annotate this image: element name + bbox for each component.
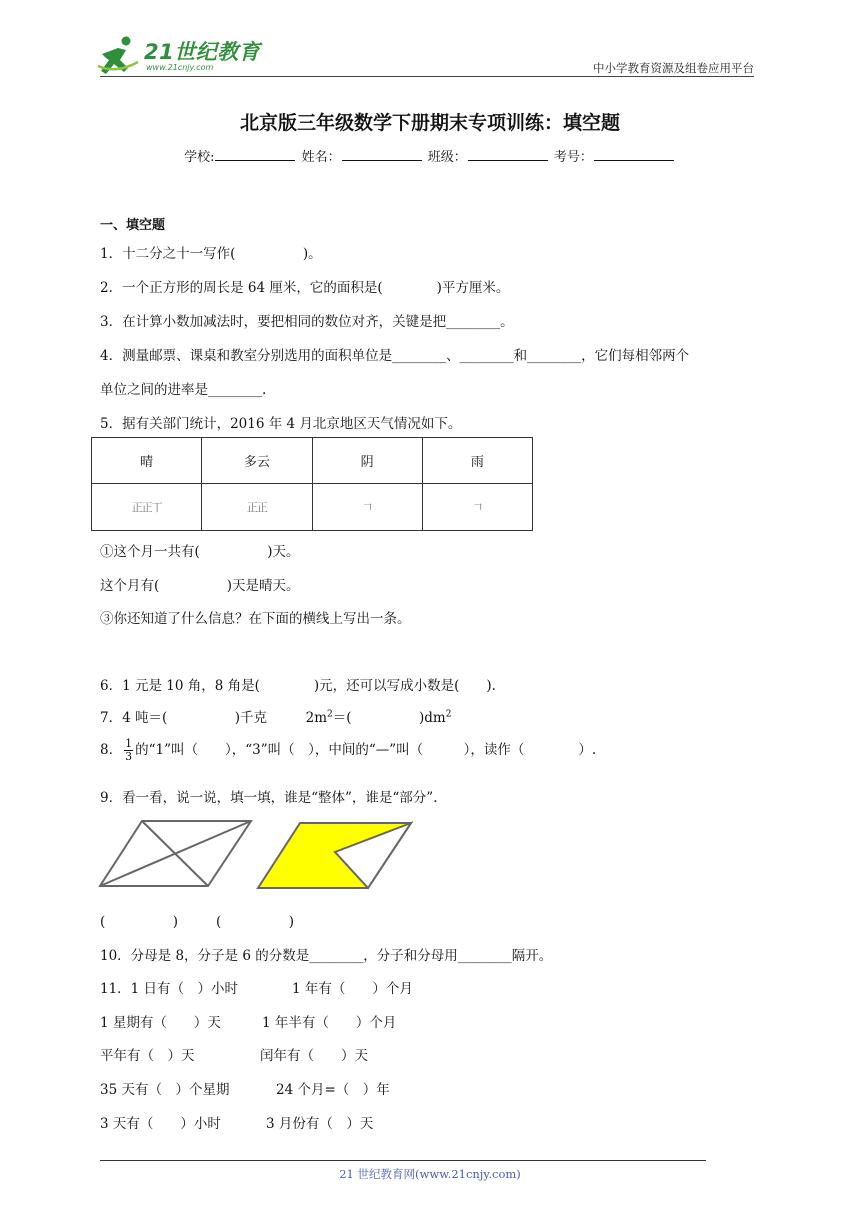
page-title: 北京版三年级数学下册期末专项训练：填空题 xyxy=(239,112,620,134)
question-1: 1．十二分之十一写作( )。 xyxy=(100,246,322,262)
question-5-part-1: ①这个月一共有( )天。 xyxy=(100,544,300,560)
q7-c-exponent: 2 xyxy=(445,709,452,720)
q7-part-a: 7．4 吨＝( )千克 xyxy=(100,710,268,726)
section-heading: 一、填空题 xyxy=(100,218,166,233)
weather-header-sunny: 晴 xyxy=(92,438,202,484)
question-11-row-5b: 3 月份有（ ）天 xyxy=(266,1116,374,1132)
question-11-row-4a: 35 天有（ ）个星期 xyxy=(100,1082,230,1098)
class-label: 班级： xyxy=(427,150,467,165)
q7-part-c: ＝( )dm xyxy=(332,710,446,726)
q7-b-exponent: 2 xyxy=(327,709,333,720)
footer-link[interactable]: 21 世纪教育网(www.21cnjy.com) xyxy=(339,1167,521,1181)
fraction-one-third xyxy=(124,738,133,763)
question-4-line-2: 单位之间的进率是________. xyxy=(100,382,267,398)
question-5: 5．据有关部门统计，2016 年 4 月北京地区天气情况如下。 xyxy=(100,416,462,432)
weather-header-overcast: 阴 xyxy=(312,438,422,484)
header-divider xyxy=(100,76,754,77)
question-11-row-1a: 11．1 日有（ ）小时 xyxy=(100,981,239,997)
question-11-row-1b: 1 年有（ ）个月 xyxy=(292,981,413,997)
number-blank[interactable] xyxy=(594,148,674,161)
parallelogram-figures xyxy=(98,818,418,890)
q8-text: 的“1”叫（ ），“3”叫（ ），中间的“—”叫（ ），读作（ ）. xyxy=(135,742,597,758)
number-label: 考号： xyxy=(553,150,593,165)
question-11-row-2b: 1 年半有（ ）个月 xyxy=(262,1015,397,1031)
fraction-denominator: 3 xyxy=(125,750,133,763)
logo-text: 21世纪教育 xyxy=(144,40,261,64)
tally-overcast: 𠃍 xyxy=(312,484,422,531)
footer-divider xyxy=(100,1160,706,1161)
question-7 xyxy=(100,706,451,726)
question-9: 9．看一看，说一说，填一填，谁是“整体”，谁是“部分”. xyxy=(100,790,438,806)
tally-rain: 𠃍 xyxy=(422,484,532,531)
runner-logo-icon xyxy=(96,34,142,78)
q7-part-b: 2m xyxy=(305,710,327,726)
school-label: 学校: xyxy=(184,150,215,165)
class-blank[interactable] xyxy=(468,148,548,161)
question-8 xyxy=(100,738,596,763)
question-11-row-3b: 闰年有（ ）天 xyxy=(260,1048,368,1064)
parallelogram-left xyxy=(100,821,251,886)
logo-url: www.21cnjy.com xyxy=(146,63,214,72)
question-5-part-3: ③你还知道了什么信息？在下面的横线上写出一条。 xyxy=(100,611,411,627)
student-info xyxy=(0,146,860,165)
question-9-blank-right[interactable]: ( ) xyxy=(216,914,295,930)
tally-sunny: 正正丅 xyxy=(92,484,202,531)
weather-header-cloudy: 多云 xyxy=(202,438,312,484)
name-label: 姓名： xyxy=(301,150,341,165)
logo xyxy=(96,34,266,78)
question-2: 2．一个正方形的周长是 64 厘米，它的面积是( )平方厘米。 xyxy=(100,280,510,296)
question-9-blank-left[interactable]: ( ) xyxy=(100,914,179,930)
question-5-part-2: 这个月有( )天是晴天。 xyxy=(100,578,300,594)
question-11-row-4b: 24 个月=（ ）年 xyxy=(276,1082,390,1098)
question-4-line-1: 4．测量邮票、课桌和教室分别选用的面积单位是________、________和________，它们每相邻两个 xyxy=(100,348,690,364)
question-11-row-3a: 平年有（ ）天 xyxy=(100,1048,195,1064)
question-11-row-5a: 3 天有（ ）小时 xyxy=(100,1116,221,1132)
q8-prefix: 8． xyxy=(100,742,123,758)
fraction-numerator: 1 xyxy=(125,737,133,750)
name-blank[interactable] xyxy=(342,148,422,161)
question-6: 6．1 元是 10 角，8 角是( )元，还可以写成小数是( ). xyxy=(100,678,496,694)
question-11-row-2a: 1 星期有（ ）天 xyxy=(100,1015,221,1031)
parallelogram-right xyxy=(258,823,411,888)
question-10: 10．分母是 8，分子是 6 的分数是________，分子和分母用________隔开。 xyxy=(100,948,553,964)
school-blank[interactable] xyxy=(215,148,295,161)
question-3: 3．在计算小数加减法时，要把相同的数位对齐，关键是把________。 xyxy=(100,314,514,330)
weather-table xyxy=(91,437,533,531)
weather-header-rain: 雨 xyxy=(422,438,532,484)
platform-name: 中小学教育资源及组卷应用平台 xyxy=(593,61,754,75)
tally-cloudy: 正正 xyxy=(202,484,312,531)
